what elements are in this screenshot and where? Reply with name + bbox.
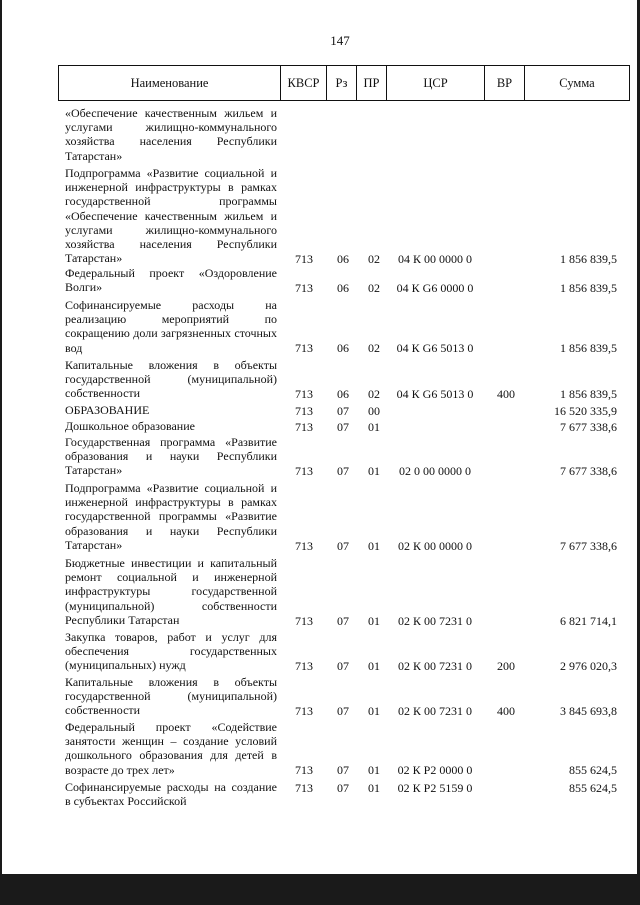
table-row: [0, 106, 640, 163]
table-row: [0, 166, 640, 266]
page-number: 147: [330, 33, 350, 48]
row-pr: 02: [368, 251, 380, 266]
table-header: [58, 65, 630, 101]
row-kvsr: 713: [295, 762, 313, 777]
row-csr: 04 К G6 5013 0: [396, 340, 474, 355]
row-kvsr: 713: [295, 463, 313, 478]
table-row: [0, 358, 640, 401]
row-rz: 07: [337, 538, 349, 553]
row-rz: 07: [337, 780, 349, 795]
row-sum: 6 821 714,1: [560, 613, 617, 628]
row-vr: 400: [497, 703, 515, 718]
table-row: [0, 419, 640, 434]
row-rz: 07: [337, 419, 349, 434]
row-rz: 06: [337, 386, 349, 401]
row-csr: 02 К 00 7231 0: [397, 613, 472, 628]
row-pr: 00: [368, 403, 380, 418]
row-kvsr: 713: [295, 340, 313, 355]
row-pr: 01: [368, 762, 380, 777]
row-kvsr: 713: [295, 703, 313, 718]
row-kvsr: 713: [295, 280, 313, 295]
row-name: Капитальные вложения в объекты государственной (муниципальной) собственности: [65, 358, 277, 401]
row-csr: 02 К Р2 5159 0: [397, 780, 473, 795]
header-sum: Сумма: [559, 75, 595, 90]
row-sum: 1 856 839,5: [560, 251, 617, 266]
row-kvsr: 713: [295, 403, 313, 418]
row-name: Капитальные вложения в объекты государственной (муниципальной) собственности: [65, 675, 277, 718]
header-csr: ЦСР: [387, 66, 485, 100]
row-sum: 7 677 338,6: [560, 419, 617, 434]
row-vr: 400: [497, 386, 515, 401]
row-rz: 07: [337, 703, 349, 718]
row-sum: 1 856 839,5: [560, 386, 617, 401]
row-pr: 01: [368, 703, 380, 718]
header-kvsr: КВСР: [281, 66, 327, 100]
table-row: [0, 556, 640, 628]
row-kvsr: 713: [295, 251, 313, 266]
row-sum: 3 845 693,8: [560, 703, 617, 718]
header-name: Наименование: [59, 66, 281, 100]
row-csr: 02 К 00 0000 0: [397, 538, 472, 553]
row-sum: 855 624,5: [569, 780, 617, 795]
row-pr: 01: [368, 780, 380, 795]
row-kvsr: 713: [295, 613, 313, 628]
table-row: [0, 675, 640, 718]
row-pr: 01: [368, 463, 380, 478]
row-rz: 07: [337, 403, 349, 418]
table-row: [0, 403, 640, 418]
table-row: [0, 720, 640, 777]
row-kvsr: 713: [295, 538, 313, 553]
row-name: Бюджетные инвестиции и капитальный ремонт социальной и инженерной инфраструктуры государственной (муниципальной) собственности Республики Татарстан: [65, 556, 277, 627]
header-vr: ВР: [485, 66, 525, 100]
row-pr: 01: [368, 658, 380, 673]
row-sum: 2 976 020,3: [560, 658, 617, 673]
row-csr: 04 К G6 5013 0: [396, 386, 474, 401]
row-csr: 02 К Р2 0000 0: [397, 762, 473, 777]
row-sum: 1 856 839,5: [560, 340, 617, 355]
row-csr: 04 К 00 0000 0: [397, 251, 472, 266]
row-name: Софинансируемые расходы на создание в субъектах Российской: [65, 780, 277, 809]
row-sum: 16 520 335,9: [554, 403, 617, 418]
row-rz: 07: [337, 762, 349, 777]
row-name: Государственная программа «Развитие образования и науки Республики Татарстан»: [65, 435, 277, 478]
row-kvsr: 713: [295, 658, 313, 673]
row-name: «Обеспечение качественным жильем и услугами жилищно-коммунального хозяйства населения Республики Татарстан»: [65, 106, 277, 163]
row-name: Дошкольное образование: [65, 419, 195, 433]
row-kvsr: 713: [295, 419, 313, 434]
row-csr: 02 К 00 7231 0: [397, 703, 472, 718]
row-sum: 7 677 338,6: [560, 463, 617, 478]
table-row: [0, 298, 640, 355]
row-rz: 07: [337, 463, 349, 478]
table-row: [0, 266, 640, 295]
row-name: Подпрограмма «Развитие социальной и инженерной инфраструктуры в рамках государственной программы «Обеспечение качественным жильем и услугами жилищно-коммунального хозяйства населения Республики Татарстан»: [65, 166, 277, 266]
row-name: Софинансируемые расходы на реализацию мероприятий по сокращению доли загрязненных сточных вод: [65, 298, 277, 355]
row-pr: 02: [368, 280, 380, 295]
row-sum: 7 677 338,6: [560, 538, 617, 553]
row-name: ОБРАЗОВАНИЕ: [65, 403, 150, 417]
row-vr: 200: [497, 658, 515, 673]
row-name: Подпрограмма «Развитие социальной и инженерной инфраструктуры в рамках государственной программы «Развитие образования и науки Республики Татарстан»: [65, 481, 277, 552]
row-kvsr: 713: [295, 386, 313, 401]
header-pr: ПР: [357, 66, 387, 100]
row-rz: 06: [337, 340, 349, 355]
row-pr: 01: [368, 538, 380, 553]
table-row: [0, 780, 640, 809]
row-csr: 02 0 00 0000 0: [399, 463, 471, 478]
row-sum: 1 856 839,5: [560, 280, 617, 295]
row-pr: 01: [368, 419, 380, 434]
row-csr: 02 К 00 7231 0: [397, 658, 472, 673]
row-pr: 02: [368, 386, 380, 401]
row-name: Федеральный проект «Оздоровление Волги»: [65, 266, 277, 295]
row-name: Федеральный проект «Содействие занятости женщин – создание условий дошкольного образования для детей в возрасте до трех лет»: [65, 720, 277, 777]
row-rz: 06: [337, 280, 349, 295]
row-csr: 04 К G6 0000 0: [396, 280, 474, 295]
row-rz: 07: [337, 613, 349, 628]
header-rz: Рз: [327, 66, 357, 100]
row-sum: 855 624,5: [569, 762, 617, 777]
table-row: [0, 435, 640, 478]
row-rz: 06: [337, 251, 349, 266]
row-name: Закупка товаров, работ и услуг для обеспечения государственных (муниципальных) нужд: [65, 630, 277, 673]
row-kvsr: 713: [295, 780, 313, 795]
row-pr: 02: [368, 340, 380, 355]
table-row: [0, 481, 640, 553]
row-rz: 07: [337, 658, 349, 673]
scan-bottom-edge: [0, 874, 640, 905]
row-pr: 01: [368, 613, 380, 628]
table-row: [0, 630, 640, 673]
